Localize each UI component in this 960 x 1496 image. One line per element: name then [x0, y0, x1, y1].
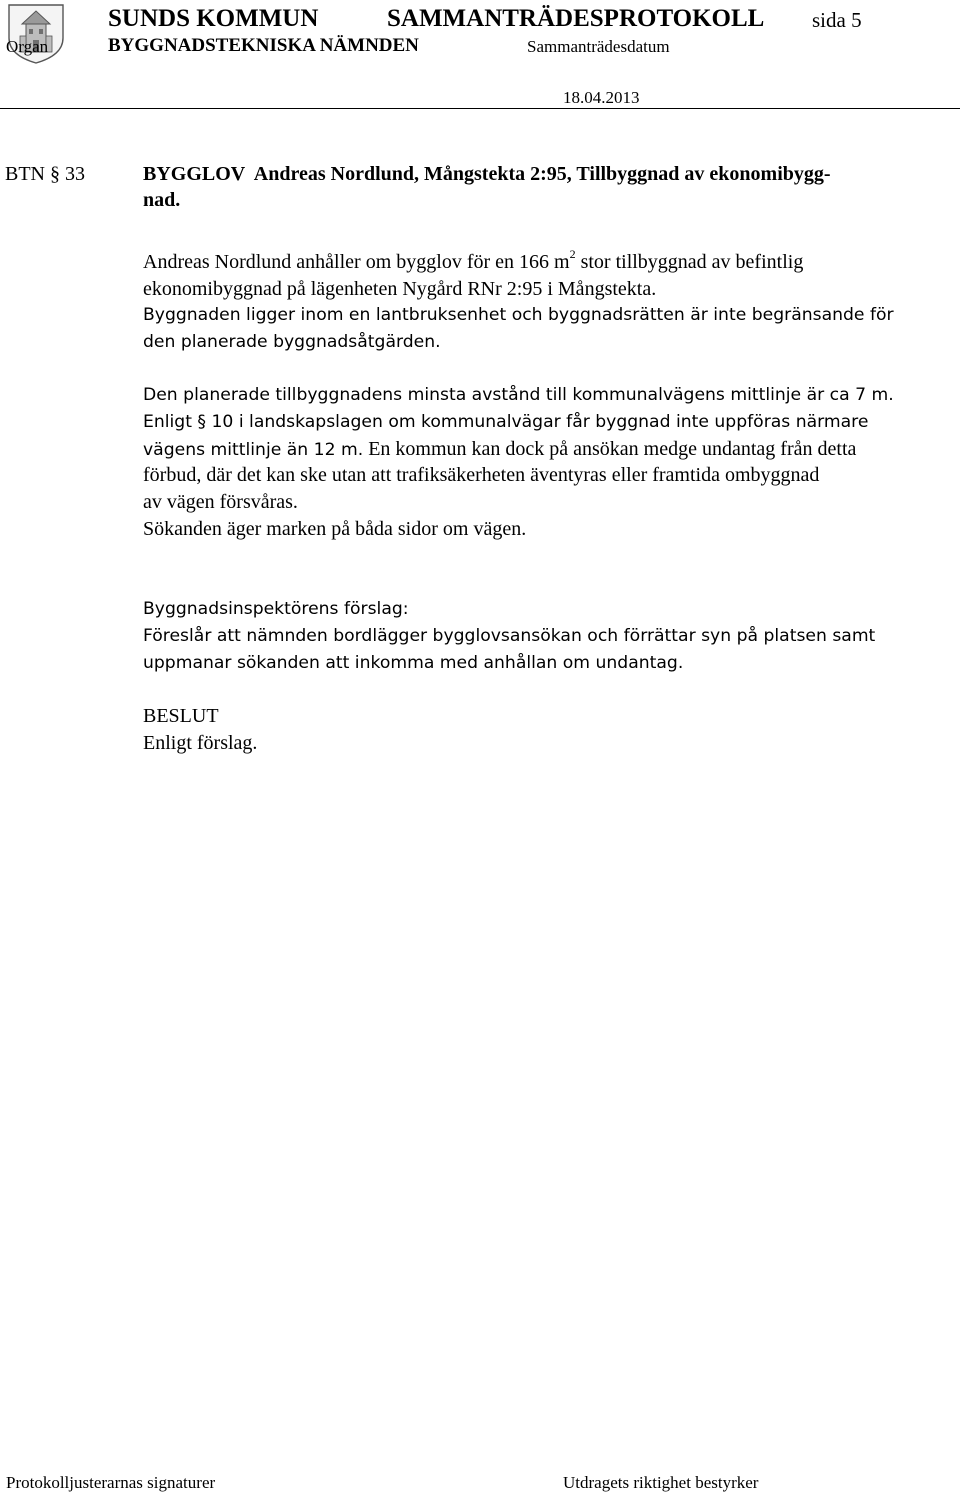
body-paragraph-3-line-5: av vägen försvåras. — [143, 491, 298, 513]
body-paragraph-3-line-4: förbud, där det kan ske utan att trafiksäkerheten äventyras eller framtida ombyggnad — [143, 464, 820, 486]
meeting-date: 18.04.2013 — [563, 88, 640, 107]
header-divider — [0, 108, 960, 109]
board-name: BYGGNADSTEKNISKA NÄMNDEN — [108, 35, 419, 56]
p3-paragraph-sign: § — [197, 412, 207, 432]
body-paragraph-2-line-1: Byggnaden ligger inom en lantbruksenhet och byggnadsrätten är inte begränsande för — [143, 305, 894, 325]
footer-certification: Utdragets riktighet bestyrker — [563, 1473, 759, 1492]
p1-superscript: 2 — [569, 247, 576, 262]
page-number: sida 5 — [812, 8, 862, 32]
meeting-date-label: Sammanträdesdatum — [527, 37, 670, 56]
paragraph-sign: § — [50, 163, 60, 185]
municipality-name: SUNDS KOMMUN — [108, 5, 319, 32]
p1-text-a: Andreas Nordlund anhåller om bygglov för en 166 m — [143, 251, 570, 273]
proposal-line-2: uppmanar sökanden att inkomma med anhållan om undantag. — [143, 653, 684, 673]
body-paragraph-2-line-2: den planerade byggnadsåtgärden. — [143, 332, 441, 352]
decision-heading: BESLUT — [143, 705, 219, 727]
body-paragraph-3-line-3 — [143, 436, 856, 463]
p3-rest: 10 i landskapslagen om kommunalvägar får byggnad inte uppföras närmare — [211, 412, 869, 432]
body-paragraph-3-line-2 — [143, 409, 868, 435]
body-paragraph-3-line-1: Den planerade tillbyggnadens minsta avstånd till kommunalvägens mittlinje är ca 7 m. — [143, 385, 894, 405]
item-title-line-1: BYGGLOV Andreas Nordlund, Mångstekta 2:95, Tillbyggnad av ekonomibygg- — [143, 163, 831, 185]
proposal-line-1: Föreslår att nämnden bordlägger bygglovsansökan och förrättar syn på platsen samt — [143, 626, 876, 646]
organ-label: Organ — [6, 37, 49, 56]
body-paragraph-1-line-2: ekonomibyggnad på lägenheten Nygård RNr 2:95 i Mångstekta. — [143, 278, 657, 300]
proposal-heading: Byggnadsinspektörens förslag: — [143, 599, 409, 619]
p3-line3-a: vägens mittlinje än 12 m. — [143, 440, 364, 460]
footer-signatures: Protokolljusterarnas signaturer — [6, 1473, 216, 1492]
item-title-line-2: nad. — [143, 189, 181, 211]
p1-text-b: stor tillbyggnad av befintlig — [575, 251, 804, 273]
item-ref-number: 33 — [65, 163, 85, 185]
decision-text: Enligt förslag. — [143, 732, 258, 754]
body-paragraph-1-line-1 — [143, 249, 803, 275]
p3-line3-b: En kommun kan dock på ansökan medge undantag från detta — [363, 438, 857, 460]
p3-enligt: Enligt — [143, 412, 192, 432]
item-reference — [5, 161, 85, 187]
item-ref-prefix: BTN — [5, 163, 45, 185]
body-paragraph-3-line-6: Sökanden äger marken på båda sidor om vägen. — [143, 518, 527, 540]
document-type: SAMMANTRÄDESPROTOKOLL — [387, 5, 765, 32]
